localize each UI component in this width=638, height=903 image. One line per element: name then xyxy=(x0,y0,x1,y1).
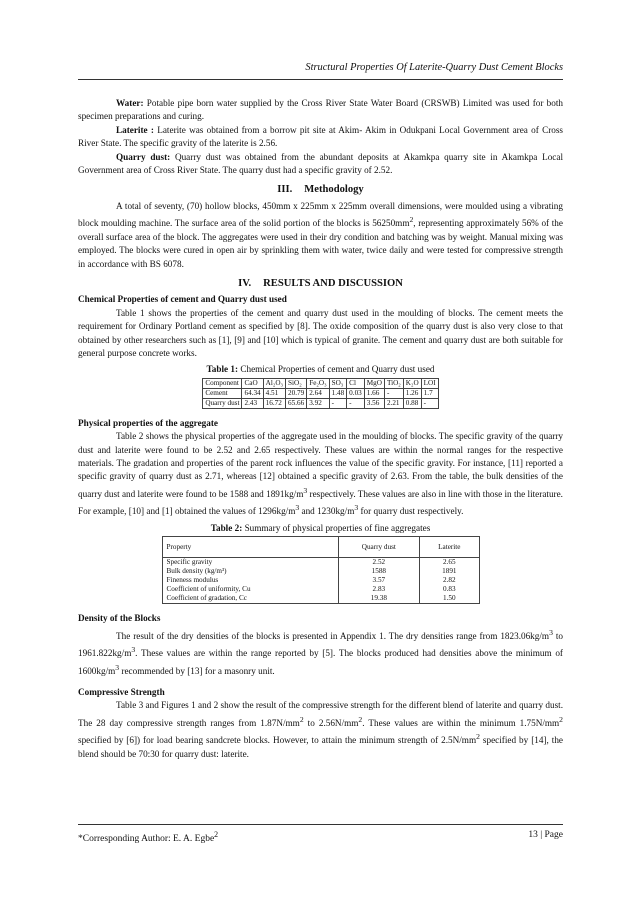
table-cell: 1.50 xyxy=(420,594,479,604)
table2-caption-text: Summary of physical properties of fine aggregates xyxy=(242,522,431,533)
subheading-physical: Physical properties of the aggregate xyxy=(78,417,218,428)
superscript: 3 xyxy=(303,485,308,495)
table-header-cell: CaO xyxy=(242,378,263,388)
table2-physical-properties xyxy=(162,536,480,604)
table1-caption xyxy=(78,363,563,376)
table-cell: 2.21 xyxy=(384,398,403,408)
table-header-cell: Al₂O₃ xyxy=(263,378,285,388)
table-row xyxy=(162,594,479,604)
laterite-paragraph xyxy=(78,124,563,151)
compressive-text: . These values are within the minimum 1.75N/mm xyxy=(362,717,560,728)
superscript: 3 xyxy=(549,627,553,637)
table-cell: 1891 xyxy=(420,567,479,576)
table2-caption xyxy=(78,522,563,535)
subheading-chemical: Chemical Properties of cement and Quarry dust used xyxy=(78,294,287,305)
subheading-compressive: Compressive Strength xyxy=(78,686,165,697)
compressive-text: specified by [6]) for load bearing sandcrete blocks. However, to attain the minimum strength of 2.5N/mm xyxy=(78,735,477,746)
superscript: 2 xyxy=(409,215,414,225)
physical-paragraph xyxy=(78,430,563,519)
methodology-text-cont: , representing approximately 56% of the overall surface area of the block. The aggregates were used in their dry condition and batching was by weight. Manual mixing was employed. The blocks were cured in open air by sprinkling them with water, twice daily and were tested for compressive strength in accordance with BS 6078. xyxy=(78,218,563,269)
table-cell: 65.66 xyxy=(286,398,307,408)
table-cell: - xyxy=(421,398,438,408)
table1-label: Table 1: xyxy=(206,364,239,375)
page-number: 13 | Page xyxy=(528,830,563,840)
density-text: The result of the dry densities of the blocks is presented in Appendix 1. The dry densities range from 1823.06kg/m xyxy=(116,630,550,641)
water-label: Water: xyxy=(116,98,144,108)
table-row xyxy=(203,398,438,408)
header-rule xyxy=(78,79,563,80)
table-row xyxy=(162,585,479,594)
author-text: *Corresponding Author: E. A. Egbe xyxy=(78,834,215,845)
section-heading-results xyxy=(78,277,563,290)
spacer xyxy=(78,604,563,612)
physical-text: Table 2 shows the physical properties of the aggregate used in the moulding of blocks. The specific gravity of the quarry dust and laterite were found to be 2.52 and 2.65 respectively. These values are within the normal ranges for the respective materials. The gradation and properties of the parent rock influences the value of the specific gravity. For instance, [11] reported a specific gravity of quarry dust as 2.71, whereas [12] obtained a specific gravity of 2.63. From the table, the bulk densities of the quarry dust and laterite were found to be 1588 and 1891kg/m xyxy=(78,431,563,499)
compressive-text: Table 3 and Figures 1 and 2 show the result of the compressive strength for the different blend of laterite and quarry dust. The 28 day compressive strength ranges from 1.87N/mm xyxy=(78,700,563,728)
table-cell: 1.66 xyxy=(364,388,384,398)
subheading-density: Density of the Blocks xyxy=(78,613,161,624)
density-text: to 1961.822kg/m xyxy=(78,630,563,659)
body-text xyxy=(78,97,563,761)
table-cell: 19.38 xyxy=(338,594,420,604)
table-header-cell: K₂O xyxy=(403,378,421,388)
table1-caption-text: Chemical Properties of cement and Quarry dust used xyxy=(238,364,435,375)
superscript: 3 xyxy=(354,503,359,513)
table-cell: 4.51 xyxy=(263,388,285,398)
table-cell: 2.83 xyxy=(338,585,420,594)
section-number: III. xyxy=(277,184,293,196)
physical-text: and 1230kg/m xyxy=(299,506,355,517)
compressive-paragraph xyxy=(78,699,563,761)
table-cell: - xyxy=(384,388,403,398)
table-header-cell: Property xyxy=(162,537,338,558)
table-row xyxy=(162,567,479,576)
table-row xyxy=(162,576,479,585)
table-cell: 2.65 xyxy=(420,558,479,568)
corresponding-author xyxy=(78,830,218,844)
methodology-text: A total of seventy, (70) hollow blocks, 450mm x 225mm x 225mm overall dimensions, were moulded using a vibrating block moulding machine. The surface area of the solid portion of the blocks is 56250mm xyxy=(78,200,563,229)
table-cell: 2.64 xyxy=(307,388,329,398)
table-cell: - xyxy=(347,398,365,408)
laterite-text: Laterite was obtained from a borrow pit site at Akim- Akim in Odukpani Local Government area of Cross River State. The specific gravity of the laterite is 2.56. xyxy=(78,124,564,149)
superscript: 3 xyxy=(295,503,300,513)
table-cell: 1.48 xyxy=(329,388,347,398)
table-header-cell: Cl xyxy=(347,378,365,388)
physical-text: respectively. These values are also in line with those in the literature. For example, [10] and [1] obtained the values of 1296kg/m xyxy=(78,488,563,517)
paper-page xyxy=(78,0,563,903)
table-cell: - xyxy=(329,398,347,408)
table-header-row xyxy=(203,378,438,388)
spacer xyxy=(78,678,563,686)
superscript: 2 xyxy=(476,732,480,742)
table-cell: Fineness modulus xyxy=(162,576,338,585)
table-cell: 0.83 xyxy=(420,585,479,594)
table-cell: 1.26 xyxy=(403,388,421,398)
table-cell: 0.03 xyxy=(347,388,365,398)
density-text: . These values are within the range reported by [5]. The blocks produced had densities above the minimum of 1600kg/m xyxy=(78,648,563,676)
superscript: 2 xyxy=(214,830,219,839)
density-text: recommended by [13] for a masonry unit. xyxy=(119,665,275,676)
table-cell: 3.92 xyxy=(307,398,329,408)
superscript: 2 xyxy=(299,714,304,724)
table-header-cell: MgO xyxy=(364,378,384,388)
table-cell: 2.52 xyxy=(338,558,420,568)
table-header-cell: SO₃ xyxy=(329,378,347,388)
table-cell: 64.34 xyxy=(242,388,263,398)
water-paragraph xyxy=(78,97,563,124)
table-header-row xyxy=(162,537,479,558)
compressive-text: to 2.56N/mm xyxy=(303,717,359,728)
section-title: Methodology xyxy=(304,184,364,196)
table2-label: Table 2: xyxy=(210,522,243,533)
superscript: 3 xyxy=(115,662,120,672)
table-cell: Bulk density (kg/m³) xyxy=(162,567,338,576)
quarry-label: Quarry dust: xyxy=(116,151,171,162)
table-header-cell: Quarry dust xyxy=(338,537,420,558)
running-title: Structural Properties Of Laterite-Quarry Dust Cement Blocks xyxy=(305,62,563,73)
table-cell: Coefficient of gradation, Cc xyxy=(162,594,338,604)
table-cell: 1.7 xyxy=(421,388,438,398)
table-header-cell: LOI xyxy=(421,378,438,388)
table-header-cell: Component xyxy=(203,378,242,388)
water-text: Potable pipe born water supplied by the Cross River State Water Board (CRSWB) Limited was used for both specimen preparations and curing. xyxy=(78,98,563,122)
table-header-cell: Fe₂O₃ xyxy=(307,378,329,388)
table-header-cell: SiO₂ xyxy=(286,378,307,388)
spacer xyxy=(78,409,563,417)
section-title: RESULTS AND DISCUSSION xyxy=(263,277,403,289)
table-cell: Specific gravity xyxy=(162,558,338,568)
table-row xyxy=(203,388,438,398)
table-cell: Cement xyxy=(203,388,242,398)
laterite-label: Laterite : xyxy=(116,124,154,135)
superscript: 2 xyxy=(358,714,363,724)
quarry-text: Quarry dust was obtained from the abundant deposits at Akamkpa quarry site in Akamkpa Local Government area of Cross River State. The quarry dust had a specific gravity of 2.52. xyxy=(78,151,563,176)
chemical-paragraph: Table 1 shows the properties of the cement and quarry dust used in the moulding of blocks. The cement meets the requirement for Ordinary Portland cement as specified by [8]. The oxide composition of the quarry dust is also very close to that obtained by other researchers such as [1], [9] and [10] which is typical of granite. The cement and quarry dust are both suitable for general purpose concrete works. xyxy=(78,307,563,358)
table-header-cell: Laterite xyxy=(420,537,479,558)
table-cell: 2.43 xyxy=(242,398,263,408)
superscript: 3 xyxy=(131,645,136,655)
footer-rule xyxy=(78,824,563,825)
table-cell: 0.88 xyxy=(403,398,421,408)
table-cell: 1588 xyxy=(338,567,420,576)
compressive-text: specified by [14], the blend should be 70:30 for quarry dust: laterite. xyxy=(78,735,563,759)
section-heading-methodology xyxy=(78,183,563,196)
section-number: IV. xyxy=(238,277,252,289)
table-header-cell: TiO₂ xyxy=(384,378,403,388)
table-cell: Quarry dust xyxy=(203,398,242,408)
superscript: 2 xyxy=(559,714,563,724)
table1-chemical-properties xyxy=(202,378,438,409)
table-row xyxy=(162,558,479,568)
physical-text: for quarry dust respectively. xyxy=(358,506,464,517)
methodology-paragraph xyxy=(78,200,563,271)
table-cell: 2.82 xyxy=(420,576,479,585)
table-cell: 20.79 xyxy=(286,388,307,398)
table-cell: Coefficient of uniformity, Cu xyxy=(162,585,338,594)
quarry-paragraph xyxy=(78,151,563,178)
table-cell: 3.56 xyxy=(364,398,384,408)
table-cell: 3.57 xyxy=(338,576,420,585)
table-cell: 16.72 xyxy=(263,398,285,408)
density-paragraph xyxy=(78,626,563,678)
